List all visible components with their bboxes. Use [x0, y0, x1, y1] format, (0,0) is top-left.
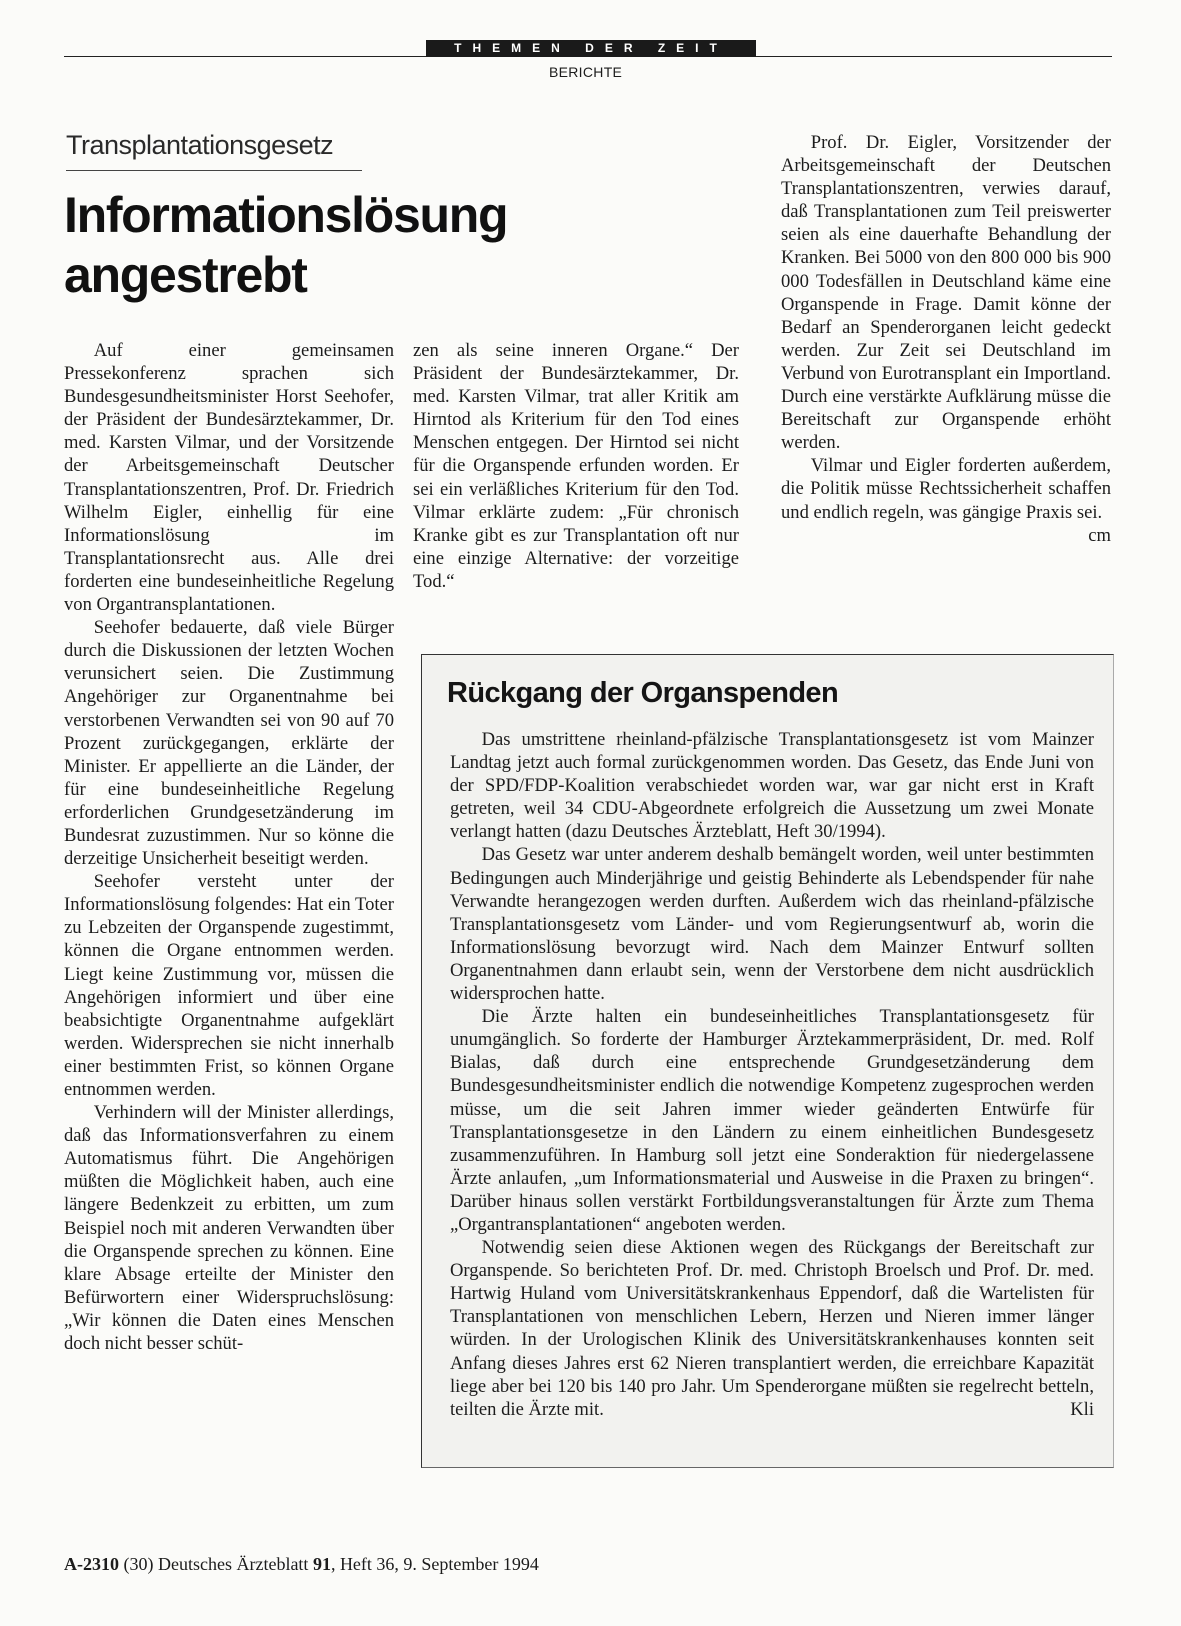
article-paragraph: Seehofer bedauerte, daß viele Bürger durch die Diskussionen der letzten Wochen verunsichert seien. Die Zustimmung Angehöriger zur Organentnahme bei verstorbenen Verwandten sei von 90 auf 70 Prozent zurückgegangen, erklärte der Minister. Er appellierte an die Länder, der für eine bundeseinheitliche Regelung erforderlichen Grundgesetzänderung im Bundesrat zuzustimmen. Nur so könne die derzeitige Unsicherheit beseitigt werden. [64, 617, 394, 870]
issue-prefix: (30) Deutsches Ärzteblatt [123, 1554, 309, 1574]
box-signature: Kli [1070, 1398, 1094, 1420]
article-signature: cm [1088, 524, 1111, 546]
box-paragraph: Das Gesetz war unter anderem deshalb bemängelt worden, weil unter bestimmten Bedingungen auch Minderjährige und geistig Behinderte als Lebendspender für nahe Verwandte herangezogen werden durften. Außerdem wich das rheinland-pfälzische Transplantationsgesetz vom Länder- und vom Regierungsentwurf ab, worin die Informationslösung bevorzugt wird. Nach dem Mainzer Entwurf sollten Organentnahmen dann erlaubt sein, wenn der Verstorbene dem nicht ausdrücklich widersprochen hatte. [450, 844, 1094, 1005]
box-paragraph: Die Ärzte halten ein bundeseinheitliches Transplantationsgesetz für unumgänglich. So forderte der Hamburger Ärztekammerpräsident, Dr. med. Rolf Bialas, daß durch eine entsprechende Grundgesetzänderung dem Bundesgesundheitsminister endlich die notwendige Kompetenz zugesprochen werden müsse, um die seit Jahren immer wieder geänderten Entwürfe für Transplantationsgesetze in den Ländern zu einem einheitlichen Bundesgesetz zusammenzuführen. In Hamburg soll jetzt eine Sonderaktion für niedergelassene Ärzte anlaufen, „um Informationsmaterial und Ausweise in die Praxen zu bringen“. Darüber hinaus sollen verstärkt Fortbildungsveranstaltungen für Ärzte zum Thema „Organtransplantationen“ angeboten werden. [450, 1006, 1094, 1235]
article-paragraph: Vilmar und Eigler forderten außerdem, die Politik müsse Rechtssicherheit schaffen und endlich regeln, was gängige Praxis sei. [781, 455, 1111, 523]
article-paragraph: Verhindern will der Minister allerdings, daß das Informationsverfahren zu einem Automatismus führt. Die Angehörigen müßten die Möglichkeit haben, auch eine längere Bedenkzeit zu erbitten, um zum Beispiel noch mit anderen Verwandten über die Organspende sprechen zu können. Eine klare Absage erteilte der Minister den Befürwortern einer Widerspruchslösung: „Wir können die Daten eines Menschen doch nicht besser schüt- [64, 1102, 394, 1355]
box-body [450, 728, 1094, 1421]
article-headline: Informationslösung angestrebt [64, 187, 508, 303]
article-kicker: Transplantationsgesetz [66, 130, 334, 160]
article-column-3 [781, 131, 1111, 547]
box-paragraph: Das umstrittene rheinland-pfälzische Transplantationsgesetz ist vom Mainzer Landtag jetzt auch formal zurückgenommen worden. Das Gesetz, das Ende Juni von der SPD/FDP-Koalition verabschiedet worden war, war gar nicht erst in Kraft getreten, weil 34 CDU-Abgeordnete erfolgreich die Aussetzung um zwei Monate verlangt hatten (dazu Deutsches Ärzteblatt, Heft 30/1994). [450, 729, 1094, 843]
page-footer [64, 1554, 539, 1575]
article-column-2 [413, 339, 739, 593]
section-subtitle: BERICHTE [549, 64, 623, 80]
issue-suffix: , Heft 36, 9. September 1994 [330, 1554, 539, 1574]
article-paragraph: Seehofer versteht unter der Informationslösung folgendes: Hat ein Toter zu Lebzeiten der Organspende zugestimmt, können die Organe entnommen werden. Liegt keine Zustimmung vor, müssen die Angehörigen informiert und über eine beabsichtigte Organentnahme aufgeklärt werden. Widersprechen sie nicht innerhalb einer bestimmten Frist, so können Organe entnommen werden. [64, 871, 394, 1100]
kicker-underline [66, 170, 362, 171]
article-paragraph: Auf einer gemeinsamen Pressekonferenz sprachen sich Bundesgesundheitsminister Horst Seehofer, der Präsident der Bundesärztekammer, Dr. med. Karsten Vilmar, und der Vorsitzende der Arbeitsgemeinschaft Deutscher Transplantationszentren, Prof. Dr. Friedrich Wilhelm Eigler, einhellig für eine Informationslösung im Transplantationsrecht aus. Alle drei forderten eine bundeseinheitliche Regelung von Organtransplantationen. [64, 340, 394, 616]
box-title: Rückgang der Organspenden [447, 677, 839, 709]
article-paragraph: zen als seine inneren Organe.“ Der Präsident der Bundesärztekammer, Dr. med. Karsten Vilmar, trat aller Kritik am Hirntod als Kriterium für den Tod eines Menschen entgegen. Der Hirntod sei nicht für die Organspende erfunden worden. Er sei ein verläßliches Kriterium für den Tod. Vilmar erklärte zudem: „Für chronisch Kranke gibt es zur Transplantation oft nur eine einzige Alternative: der vorzeitige Tod.“ [413, 340, 739, 592]
article-column-1 [64, 339, 394, 1355]
section-banner: THEMEN DER ZEIT [426, 40, 756, 57]
volume-number: 91 [312, 1554, 331, 1574]
page-code: A-2310 [64, 1554, 119, 1574]
article-paragraph: Prof. Dr. Eigler, Vorsitzender der Arbeitsgemeinschaft der Deutschen Transplantationszentren, verwies darauf, daß Transplantationen zum Teil preiswerter seien als eine dauerhafte Behandlung der Kranken. Bei 5000 von den 800 000 bis 900 000 Todesfällen in Deutschland käme eine Organspende in Frage. Damit könne der Bedarf an Spenderorganen leicht gedeckt werden. Zur Zeit sei Deutschland im Verbund von Eurotransplant ein Importland. Durch eine verstärkte Aufklärung müsse die Bereitschaft zur Organspende erhöht werden. [781, 132, 1111, 454]
box-paragraph: Notwendig seien diese Aktionen wegen des Rückgangs der Bereitschaft zur Organspende. So berichteten Prof. Dr. med. Christoph Broelsch und Prof. Dr. med. Hartwig Huland vom Universitätskrankenhaus Eppendorf, daß die Wartelisten für Transplantationen von menschlichen Lebern, Herzen und Nieren immer länger würden. In der Urologischen Klinik des Universitätskrankenhauses konnten seit Anfang dieses Jahres erst 62 Nieren transplantiert werden, die erreichbare Kapazität liege aber bei 120 bis 140 pro Jahr. Um Spenderorgane müßten sie regelrecht betteln, teilten die Ärzte mit. [450, 1237, 1094, 1420]
